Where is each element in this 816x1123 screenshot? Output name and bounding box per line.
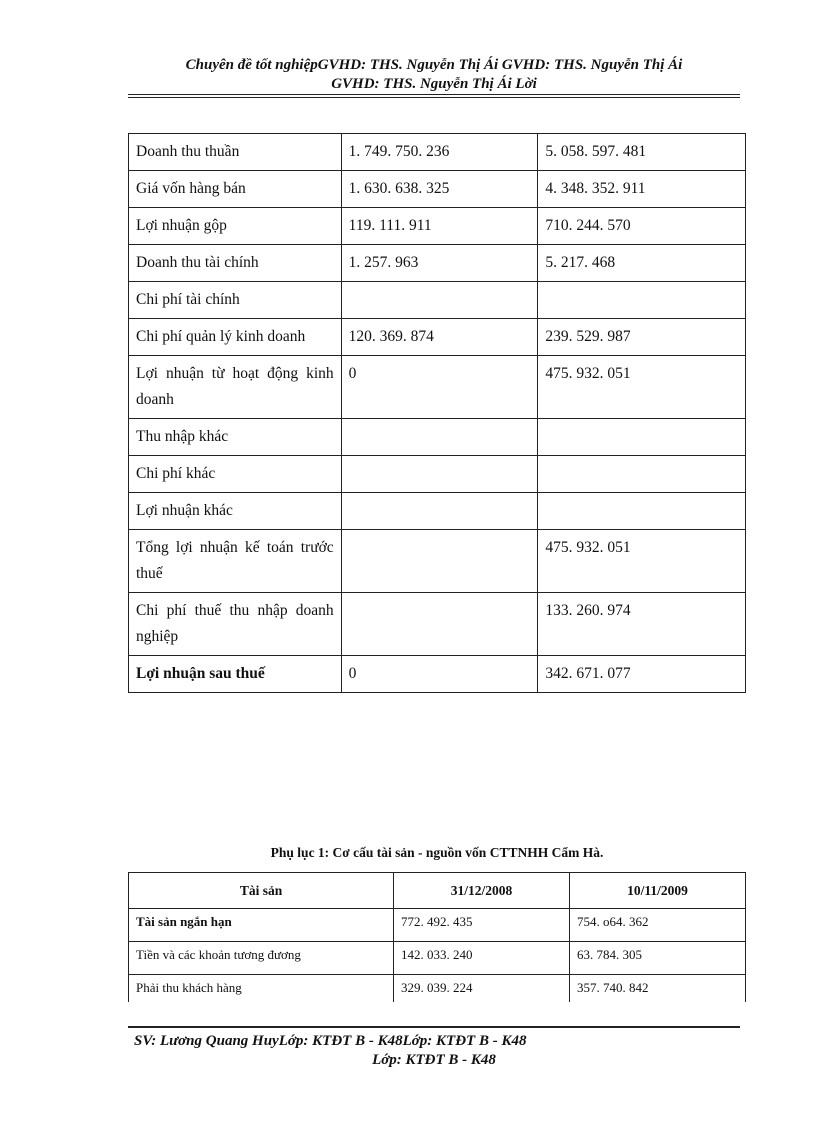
row-label: Chi phí thuế thu nhập doanh nghiệp — [129, 593, 342, 656]
value-2009 — [538, 456, 746, 493]
appendix-caption: Phụ lục 1: Cơ cấu tài sản - nguồn vốn CTTNHH Cẩm Hà. — [270, 845, 604, 860]
footer-line-2: Lớp: KTĐT B - K48 — [372, 1052, 496, 1068]
table-row — [129, 975, 746, 1003]
table-row — [129, 171, 746, 208]
value-2008: 119. 111. 911 — [341, 208, 538, 245]
table-row — [129, 419, 746, 456]
table-row — [129, 282, 746, 319]
row-label: Doanh thu tài chính — [129, 245, 342, 282]
table-row — [129, 356, 746, 419]
row-label: Lợi nhuận khác — [129, 493, 342, 530]
value-2009: 475. 932. 051 — [538, 530, 746, 593]
row-label: Chi phí khác — [129, 456, 342, 493]
row-label: Tiền và các khoản tương đương — [129, 942, 394, 975]
row-label: Lợi nhuận gộp — [129, 208, 342, 245]
value-2008: 1. 749. 750. 236 — [341, 134, 538, 171]
value-2008: 1. 630. 638. 325 — [341, 171, 538, 208]
header-line-2: GVHD: THS. Nguyễn Thị Ái Lời — [331, 76, 537, 92]
value-2008: 329. 039. 224 — [394, 975, 570, 1003]
value-2008 — [341, 282, 538, 319]
value-2008 — [341, 456, 538, 493]
column-header: 31/12/2008 — [394, 873, 570, 909]
value-2009: 5. 058. 597. 481 — [538, 134, 746, 171]
table-row — [129, 245, 746, 282]
header-rule — [128, 94, 740, 98]
table-row — [129, 134, 746, 171]
value-2008: 142. 033. 240 — [394, 942, 570, 975]
income-statement-table — [128, 133, 746, 693]
row-label: Tài sản ngắn hạn — [129, 909, 394, 942]
table-row — [129, 593, 746, 656]
value-2009: 239. 529. 987 — [538, 319, 746, 356]
table-row — [129, 942, 746, 975]
value-2009 — [538, 493, 746, 530]
value-2009: 754. o64. 362 — [570, 909, 746, 942]
row-label: Lợi nhuận sau thuế — [129, 656, 342, 693]
page-footer — [128, 1032, 740, 1070]
header-row — [129, 873, 746, 909]
table-row — [129, 909, 746, 942]
value-2009: 4. 348. 352. 911 — [538, 171, 746, 208]
row-label: Chi phí tài chính — [129, 282, 342, 319]
footer-line-1: SV: Lương Quang HuyLớp: KTĐT B - K48Lớp: KTĐT B - K48 — [134, 1033, 527, 1049]
row-label: Giá vốn hàng bán — [129, 171, 342, 208]
table-row — [129, 319, 746, 356]
value-2008: 120. 369. 874 — [341, 319, 538, 356]
row-label: Lợi nhuận từ hoạt động kinh doanh — [129, 356, 342, 419]
value-2008: 0 — [341, 656, 538, 693]
value-2009: 63. 784. 305 — [570, 942, 746, 975]
value-2009: 342. 671. 077 — [538, 656, 746, 693]
value-2008 — [341, 493, 538, 530]
value-2008: 0 — [341, 356, 538, 419]
table-row — [129, 493, 746, 530]
value-2008 — [341, 530, 538, 593]
table-row — [129, 208, 746, 245]
value-2009: 710. 244. 570 — [538, 208, 746, 245]
table-row — [129, 456, 746, 493]
row-label: Phải thu khách hàng — [129, 975, 394, 1003]
value-2008: 772. 492. 435 — [394, 909, 570, 942]
column-header: Tài sản — [129, 873, 394, 909]
value-2009: 475. 932. 051 — [538, 356, 746, 419]
value-2009: 357. 740. 842 — [570, 975, 746, 1003]
row-label: Doanh thu thuần — [129, 134, 342, 171]
value-2008 — [341, 419, 538, 456]
value-2009: 133. 260. 974 — [538, 593, 746, 656]
table-row — [129, 530, 746, 593]
value-2008: 1. 257. 963 — [341, 245, 538, 282]
value-2009 — [538, 282, 746, 319]
column-header: 10/11/2009 — [570, 873, 746, 909]
header-line-1: Chuyên đề tốt nghiệpGVHD: THS. Nguyễn Thị Ái GVHD: THS. Nguyễn Thị Ái — [185, 57, 683, 73]
value-2008 — [341, 593, 538, 656]
value-2009 — [538, 419, 746, 456]
row-label: Tổng lợi nhuận kế toán trước thuế — [129, 530, 342, 593]
table-row — [129, 656, 746, 693]
row-label: Thu nhập khác — [129, 419, 342, 456]
footer-rule — [128, 1026, 740, 1028]
asset-structure-table — [128, 872, 746, 1002]
value-2009: 5. 217. 468 — [538, 245, 746, 282]
row-label: Chi phí quản lý kinh doanh — [129, 319, 342, 356]
page-header — [128, 56, 740, 94]
